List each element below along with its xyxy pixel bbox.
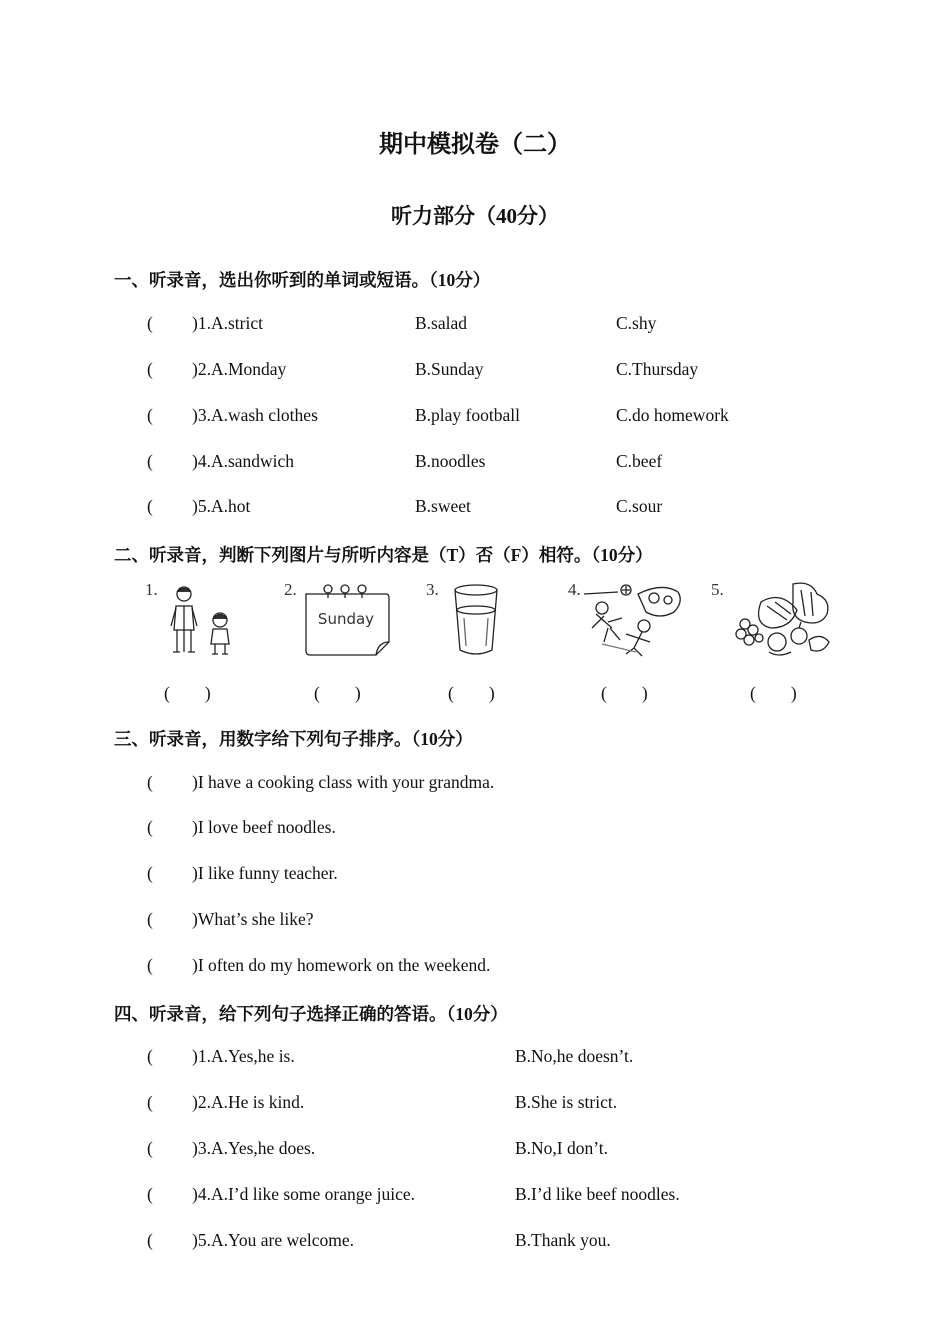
question-row xyxy=(0,1092,950,1116)
section-2-heading: 二、听录音，判断下列图片与所听内容是（T）否（F）相符。（10分） xyxy=(114,545,653,565)
option-a: )1.A.Yes,he is. xyxy=(192,1046,295,1066)
option-b: B.Sunday xyxy=(415,359,484,379)
question-row xyxy=(0,451,950,475)
option-a: )4.A.sandwich xyxy=(192,451,295,471)
calendar-day-text: Sunday xyxy=(317,610,375,628)
picture-number: 1. xyxy=(145,580,158,599)
question-row xyxy=(0,1184,950,1208)
answer-bracket[interactable]: ( ) xyxy=(601,683,648,703)
option-b: B.No,I don’t. xyxy=(515,1138,609,1158)
answer-bracket[interactable]: ( xyxy=(147,1184,153,1204)
answer-bracket[interactable]: ( xyxy=(147,313,153,333)
question-row xyxy=(0,1230,950,1254)
option-b: B.play football xyxy=(415,405,520,425)
sentence-text: )I have a cooking class with your grandma. xyxy=(192,772,495,792)
answer-bracket[interactable]: ( ) xyxy=(750,683,797,703)
answer-bracket[interactable]: ( xyxy=(147,772,153,792)
glass-of-water-icon xyxy=(450,582,506,658)
picture-number: 2. xyxy=(284,580,297,599)
picture-number: 4. xyxy=(568,580,581,599)
option-b: B.I’d like beef noodles. xyxy=(515,1184,680,1204)
picture-number: 3. xyxy=(426,580,439,599)
question-row xyxy=(0,1046,950,1070)
option-c: C.Thursday xyxy=(616,359,699,379)
answer-bracket[interactable]: ( xyxy=(147,451,153,471)
page-title: 期中模拟卷（二） xyxy=(379,132,571,158)
picture-number: 5. xyxy=(711,580,724,599)
question-row xyxy=(0,1138,950,1162)
answer-bracket[interactable]: ( xyxy=(147,1138,153,1158)
option-c: C.shy xyxy=(616,313,657,333)
answer-bracket[interactable]: ( ) xyxy=(164,683,211,703)
question-row xyxy=(0,909,950,933)
option-b: B.Thank you. xyxy=(515,1230,611,1250)
option-b: B.sweet xyxy=(415,496,471,516)
answer-bracket[interactable]: ( xyxy=(147,359,153,379)
sunday-calendar-icon xyxy=(302,582,392,658)
answer-bracket[interactable]: ( xyxy=(147,1092,153,1112)
section-1-heading: 一、听录音，选出你听到的单词或短语。（10分） xyxy=(114,270,491,290)
option-b: B.She is strict. xyxy=(515,1092,618,1112)
question-row xyxy=(0,405,950,429)
option-c: C.sour xyxy=(616,496,663,516)
kids-playing-football-icon xyxy=(582,582,688,660)
answer-bracket[interactable]: ( xyxy=(147,405,153,425)
option-a: )5.A.hot xyxy=(192,496,251,516)
option-c: C.do homework xyxy=(616,405,729,425)
teacher-and-child-icon xyxy=(167,584,237,658)
question-row xyxy=(0,817,950,841)
option-a: )2.A.Monday xyxy=(192,359,287,379)
page-subtitle: 听力部分（40分） xyxy=(391,204,559,228)
sentence-text: )I like funny teacher. xyxy=(192,863,338,883)
question-row xyxy=(0,313,950,337)
fruits-and-vegetables-icon xyxy=(731,580,835,660)
option-b: B.No,he doesn’t. xyxy=(515,1046,634,1066)
question-row xyxy=(0,863,950,887)
answer-bracket[interactable]: ( xyxy=(147,1230,153,1250)
sentence-text: )I often do my homework on the weekend. xyxy=(192,955,491,975)
question-row xyxy=(0,772,950,796)
answer-bracket[interactable]: ( xyxy=(147,1046,153,1066)
option-a: )4.A.I’d like some orange juice. xyxy=(192,1184,416,1204)
answer-bracket[interactable]: ( xyxy=(147,817,153,837)
sentence-text: )What’s she like? xyxy=(192,909,314,929)
section-3-heading: 三、听录音，用数字给下列句子排序。（10分） xyxy=(114,729,473,749)
option-c: C.beef xyxy=(616,451,663,471)
sentence-text: )I love beef noodles. xyxy=(192,817,336,837)
question-row xyxy=(0,955,950,979)
option-a: )3.A.wash clothes xyxy=(192,405,318,425)
answer-bracket[interactable]: ( ) xyxy=(314,683,361,703)
answer-bracket[interactable]: ( xyxy=(147,909,153,929)
option-b: B.salad xyxy=(415,313,468,333)
question-row xyxy=(0,496,950,520)
option-a: )1.A.strict xyxy=(192,313,263,333)
answer-bracket[interactable]: ( ) xyxy=(448,683,495,703)
question-row xyxy=(0,359,950,383)
option-a: )2.A.He is kind. xyxy=(192,1092,305,1112)
section-4-heading: 四、听录音，给下列句子选择正确的答语。（10分） xyxy=(114,1004,508,1024)
option-a: )5.A.You are welcome. xyxy=(192,1230,355,1250)
answer-bracket[interactable]: ( xyxy=(147,863,153,883)
option-a: )3.A.Yes,he does. xyxy=(192,1138,316,1158)
answer-bracket[interactable]: ( xyxy=(147,955,153,975)
answer-bracket[interactable]: ( xyxy=(147,496,153,516)
option-b: B.noodles xyxy=(415,451,486,471)
